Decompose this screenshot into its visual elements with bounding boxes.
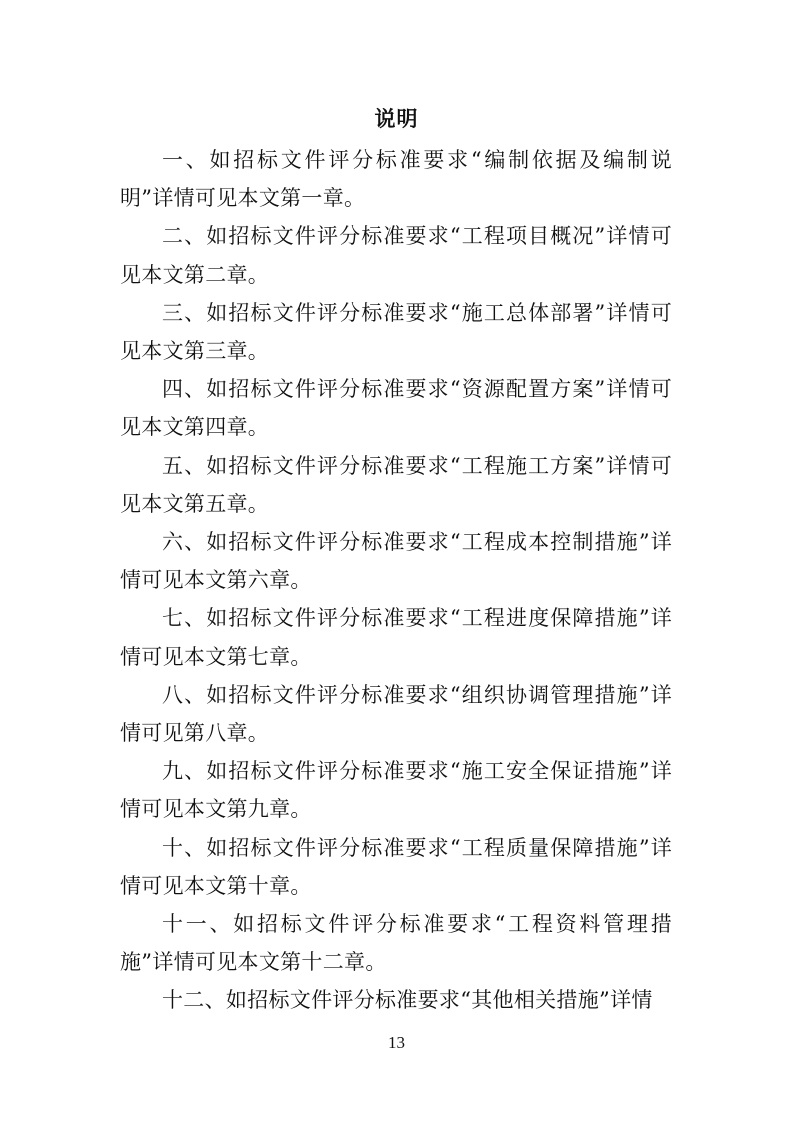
paragraph-10: 十、如招标文件评分标准要求“工程质量保障措施”详情可见本文第十章。 [120,835,672,898]
paragraph-2: 二、如招标文件评分标准要求“工程项目概况”详情可见本文第二章。 [120,224,672,287]
paragraph-4: 四、如招标文件评分标准要求“资源配置方案”详情可见本文第四章。 [120,377,672,440]
page-title: 说明 [374,106,419,131]
paragraph-12: 十二、如招标文件评分标准要求“其他相关措施”详情 [162,988,653,1013]
paragraph-8: 八、如招标文件评分标准要求“组织协调管理措施”详情可见第八章。 [120,682,672,746]
paragraph-1: 一、如招标文件评分标准要求“编制依据及编制说明”详情可见本文第一章。 [120,148,672,211]
paragraph-5: 五、如招标文件评分标准要求“工程施工方案”详情可见本文第五章。 [120,453,672,516]
page-number: 13 [388,1033,405,1052]
paragraph-11: 十一、如招标文件评分标准要求“工程资料管理措施”详情可见本文第十二章。 [120,912,672,975]
paragraph-7: 七、如招标文件评分标准要求“工程进度保障措施”详情可见本文第七章。 [120,606,672,669]
document-body [120,141,672,1020]
paragraph-9: 九、如招标文件评分标准要求“施工安全保证措施”详情可见本文第九章。 [120,759,672,822]
paragraph-3: 三、如招标文件评分标准要求“施工总体部署”详情可见本文第三章。 [120,300,672,364]
paragraph-6: 六、如招标文件评分标准要求“工程成本控制措施”详情可见本文第六章。 [120,530,672,593]
